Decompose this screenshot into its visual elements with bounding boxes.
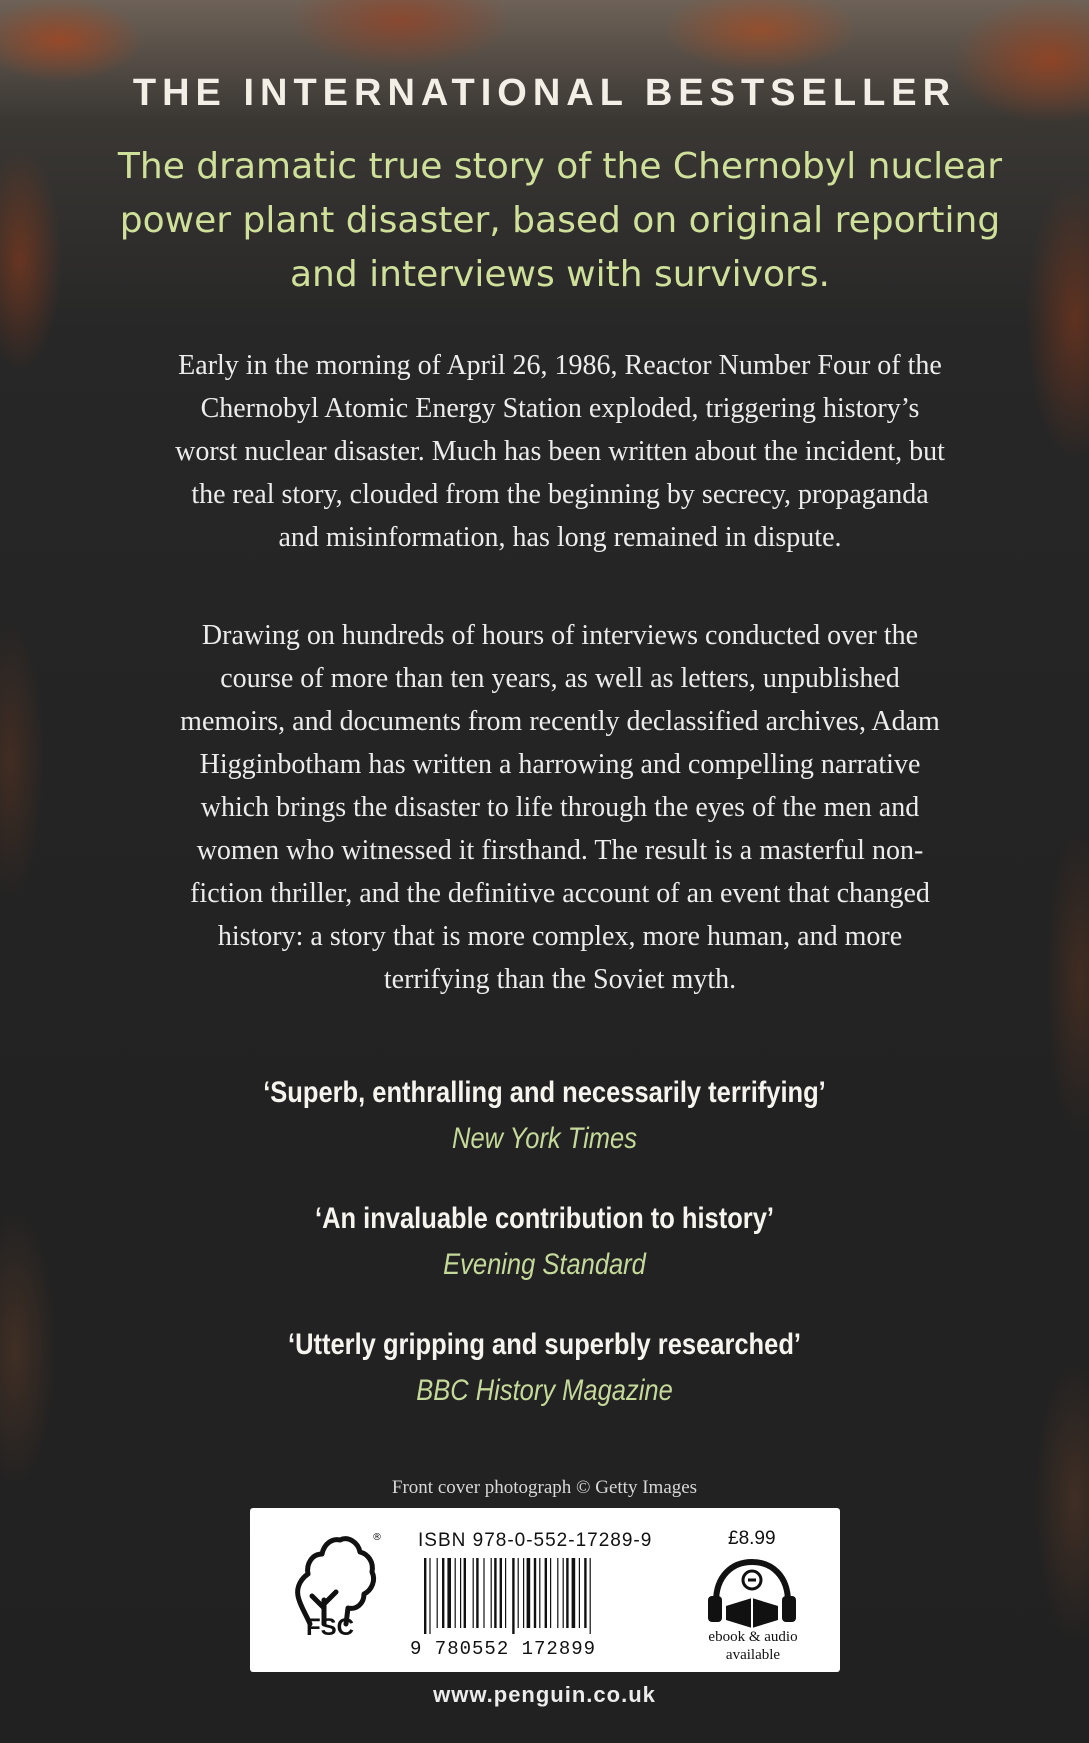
fsc-label: FSC <box>306 1614 354 1641</box>
isbn-text: ISBN 978-0-552-17289-9 <box>418 1530 653 1551</box>
publisher-url[interactable]: www.penguin.co.uk <box>433 1682 656 1707</box>
blurb-paragraph-1 <box>115 344 1005 559</box>
blurb-line: worst nuclear disaster. Much has been written about the incident, but <box>175 436 945 467</box>
barcode-panel <box>250 1508 840 1672</box>
review-quote: ‘Superb, enthralling and necessarily terrifying’ <box>263 1076 826 1109</box>
blurb-line: Higginbotham has written a harrowing and compelling narrative <box>199 749 921 780</box>
blurb-line: women who witnessed it firsthand. The result is a masterful non- <box>196 835 924 866</box>
blurb-line: terrifying than the Soviet myth. <box>383 964 737 995</box>
review-quote: ‘Utterly gripping and superbly researched’ <box>288 1328 801 1361</box>
blurb-line: Chernobyl Atomic Energy Station exploded, triggering history’s <box>200 393 920 424</box>
bestseller-kicker: THE INTERNATIONAL BESTSELLER <box>132 72 957 114</box>
tagline <box>110 140 1010 302</box>
photo-credit: Front cover photograph © Getty Images <box>391 1477 698 1498</box>
blurb-paragraph-2 <box>115 614 1005 1001</box>
availability-line: available <box>725 1647 781 1663</box>
barcode-digits: 9 780552 172899 <box>410 1638 597 1660</box>
availability-line: ebook & audio <box>708 1629 798 1645</box>
blurb-line: course of more than ten years, as well as letters, unpublished <box>220 663 900 694</box>
svg-text:®: ® <box>372 1532 382 1543</box>
barcode-image <box>422 1558 644 1634</box>
tagline-line: power plant disaster, based on original reporting <box>119 200 1001 241</box>
blurb-line: Drawing on hundreds of hours of interviews conducted over the <box>201 620 919 651</box>
blurb-line: which brings the disaster to life through the eyes of the men and <box>200 792 920 823</box>
tagline-line: and interviews with survivors. <box>290 254 830 295</box>
blurb-line: memoirs, and documents from recently declassified archives, Adam <box>180 706 940 737</box>
review-quote: ‘An invaluable contribution to history’ <box>314 1202 774 1235</box>
blurb-line: and misinformation, has long remained in dispute. <box>278 522 842 553</box>
review-source: Evening Standard <box>443 1248 646 1281</box>
blurb-line: the real story, clouded from the beginning by secrecy, propaganda <box>191 479 929 510</box>
tagline-line: The dramatic true story of the Chernobyl nuclear <box>117 146 1003 187</box>
ebook-audio-availability <box>678 1628 828 1664</box>
review-source: New York Times <box>452 1122 637 1155</box>
headphones-book-icon <box>702 1554 802 1632</box>
blurb-line: history: a story that is more complex, more human, and more <box>217 921 903 952</box>
blurb-line: Early in the morning of April 26, 1986, Reactor Number Four of the <box>178 350 942 381</box>
price: £8.99 <box>728 1528 776 1549</box>
review-source: BBC History Magazine <box>416 1374 673 1407</box>
blurb-line: fiction thriller, and the definitive account of an event that changed <box>190 878 930 909</box>
